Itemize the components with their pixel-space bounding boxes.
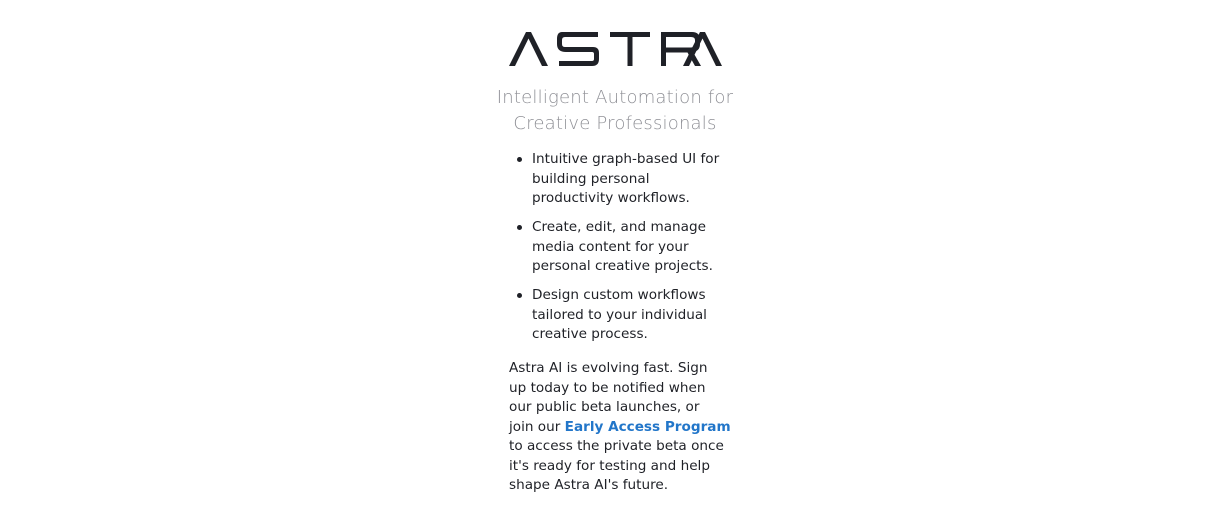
feature-line: Create, edit, and manage (532, 219, 706, 235)
feature-line: media content for your (532, 238, 689, 255)
blurb-line: our public beta launches, or (509, 399, 700, 415)
blurb-line: it's ready for testing and help (509, 457, 710, 474)
bullet-icon (517, 225, 522, 230)
blurb-line: to access the private beta once (509, 438, 724, 454)
tagline-line-2: Creative Professionals (513, 113, 717, 134)
bullet-icon (517, 293, 522, 298)
blurb-line: up today to be notified when (509, 379, 706, 396)
feature-item (516, 286, 726, 345)
bullet-icon (517, 157, 522, 162)
astra-logo (509, 31, 722, 66)
feature-line: tailored to your individual (532, 306, 707, 323)
tagline (492, 85, 738, 137)
feature-item (516, 150, 726, 209)
early-access-program-link[interactable]: Early Access Program (564, 418, 731, 435)
feature-line: personal creative projects. (532, 258, 713, 274)
feature-item (516, 218, 726, 277)
blurb-line: shape Astra AI's future. (509, 477, 669, 493)
feature-list (516, 150, 726, 354)
tagline-line-1: Intelligent Automation for (496, 87, 734, 108)
blurb-line: Astra AI is evolving fast. Sign (509, 360, 708, 376)
feature-line: building personal (532, 170, 650, 187)
feature-line: creative process. (532, 326, 648, 342)
feature-line: Design custom workflows (532, 287, 706, 303)
feature-line: Intuitive graph-based UI for (532, 151, 720, 167)
feature-line: productivity workflows. (532, 190, 690, 206)
blurb-line-with-link (509, 418, 731, 438)
signup-blurb (509, 359, 731, 496)
blurb-link-prefix: join our (509, 418, 565, 435)
